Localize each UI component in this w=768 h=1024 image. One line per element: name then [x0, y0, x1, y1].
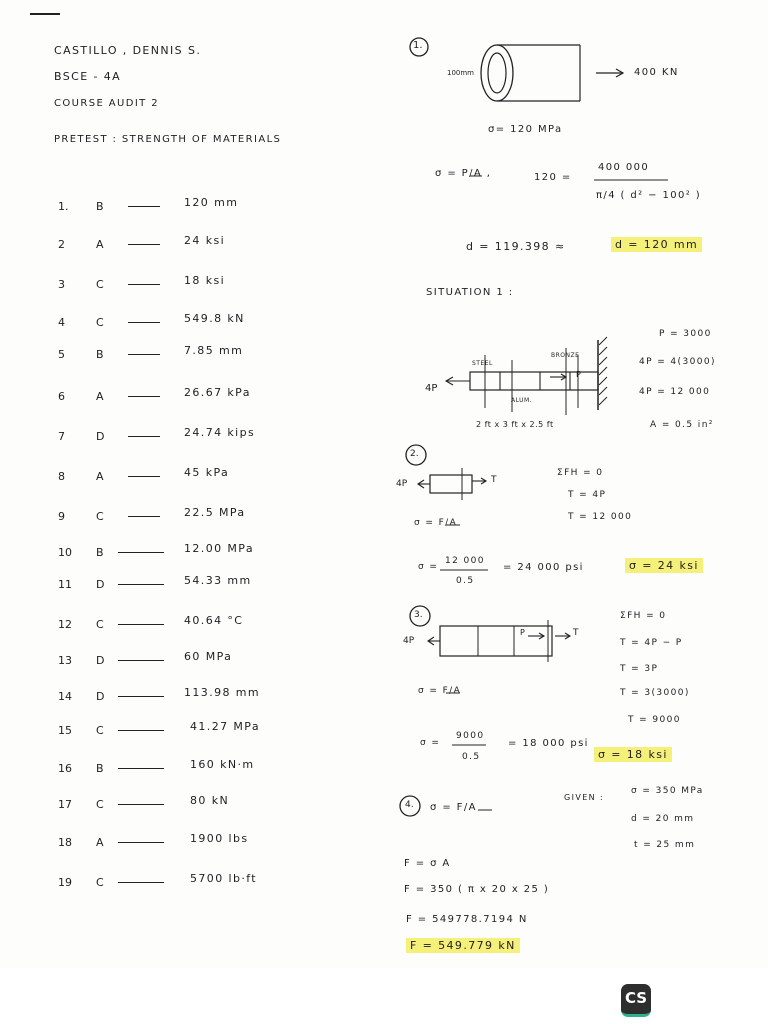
answer-choice: C: [96, 724, 106, 737]
tube-inner-ellipse: [488, 53, 506, 93]
p3-t2: T = 3P: [620, 664, 659, 674]
p1-stress: σ= 120 MPa: [488, 124, 563, 135]
answer-number: 8: [58, 470, 65, 483]
label-alum: ALUM.: [511, 397, 533, 404]
student-name: CASTILLO , DENNIS S.: [54, 44, 202, 57]
answer-value: 45 kPa: [184, 466, 230, 479]
given-p: P = 3000: [659, 329, 712, 339]
answer-choice: A: [96, 238, 105, 251]
answer-number: 11: [58, 578, 72, 591]
answer-choice: A: [96, 390, 105, 403]
p3-t4: T = 9000: [628, 715, 681, 725]
p1-eq-den: π/4 ( d² − 100² ): [596, 190, 702, 201]
answer-value: 60 MPa: [184, 650, 233, 663]
answer-value: 41.27 MPa: [190, 720, 260, 733]
answer-value: 26.67 kPa: [184, 386, 251, 399]
p2-t1: T = 4P: [568, 490, 607, 500]
answer-choice: D: [96, 690, 106, 703]
subject-title: COURSE AUDIT 2: [54, 98, 160, 109]
p3-sum: ΣFH = 0: [620, 611, 667, 621]
p2-calc-den: 0.5: [456, 576, 475, 586]
answer-number: 14: [58, 690, 72, 703]
answer-value: 40.64 °C: [184, 614, 244, 627]
situation-dims: 2 ft x 3 ft x 2.5 ft: [476, 420, 554, 429]
answer-choice: C: [96, 510, 106, 523]
p2-label: 2.: [410, 449, 419, 459]
p3-calc-lhs: σ =: [420, 738, 441, 748]
answer-choice: D: [96, 578, 106, 591]
p4-label: 4.: [405, 800, 414, 810]
given-4p: 4P = 4(3000): [639, 357, 716, 367]
p2-fbd-body: [430, 475, 472, 493]
answer-choice: C: [96, 316, 106, 329]
p4-f2: F = 350 ( π x 20 x 25 ): [404, 884, 550, 895]
answer-number: 5: [58, 348, 65, 361]
answer-choice: A: [96, 836, 105, 849]
answer-number: 12: [58, 618, 72, 631]
answer-choice: B: [96, 348, 105, 361]
p1-load: 400 KN: [634, 67, 679, 78]
camscanner-badge: CS: [621, 984, 651, 1017]
pretest-title: PRETEST : STRENGTH OF MATERIALS: [54, 134, 282, 145]
answer-value: 12.00 MPa: [184, 542, 254, 555]
answer-value: 113.98 mm: [184, 686, 261, 699]
answer-number: 13: [58, 654, 72, 667]
answer-value: 1900 lbs: [190, 832, 249, 845]
answer-choice: C: [96, 618, 106, 631]
p2-calc-lhs: σ =: [418, 562, 439, 572]
answer-number: 19: [58, 876, 72, 889]
situation-load-left: 4P: [425, 383, 438, 394]
answer-number: 15: [58, 724, 72, 737]
p2-result: σ = 24 ksi: [625, 558, 703, 573]
answer-number: 6: [58, 390, 65, 403]
p4-f3: F = 549778.7194 N: [406, 914, 528, 925]
answer-value: 18 ksi: [184, 274, 226, 287]
p3-calc-den: 0.5: [462, 752, 481, 762]
course-section: BSCE - 4A: [54, 70, 122, 83]
answer-choice: C: [96, 798, 106, 811]
p4-given-t: t = 25 mm: [634, 840, 696, 850]
answer-value: 549.8 kN: [184, 312, 245, 325]
p2-t2: T = 12 000: [568, 512, 633, 522]
wall-hatching: [599, 337, 607, 405]
p1-wall-dim: 100mm: [447, 69, 474, 77]
answer-value: 24 ksi: [184, 234, 226, 247]
label-steel: STEEL: [472, 360, 493, 367]
p1-eq-lhs: σ = P/A ,: [435, 168, 492, 179]
answer-value: 120 mm: [184, 196, 239, 209]
answer-choice: D: [96, 430, 106, 443]
p4-given-label: GIVEN :: [564, 793, 605, 802]
answer-value: 22.5 MPa: [184, 506, 246, 519]
answer-number: 1.: [58, 200, 69, 213]
p2-formula: σ = F/A: [414, 518, 458, 528]
p3-load-inner: P: [520, 628, 525, 637]
p4-result: F = 549.779 kN: [406, 938, 520, 953]
answer-number: 4: [58, 316, 65, 329]
p2-calc-num: 12 000: [445, 556, 485, 566]
answer-number: 7: [58, 430, 65, 443]
answer-value: 80 kN: [190, 794, 230, 807]
answer-value: 7.85 mm: [184, 344, 244, 357]
p3-calc-result: = 18 000 psi: [508, 738, 589, 749]
given-4p-total: 4P = 12 000: [639, 387, 711, 397]
answer-value: 24.74 kips: [184, 426, 256, 439]
given-area: A = 0.5 in²: [650, 420, 714, 430]
situation-title: SITUATION 1 :: [426, 287, 514, 298]
answer-number: 9: [58, 510, 65, 523]
p3-t1: T = 4P − P: [620, 638, 683, 648]
answer-value: 5700 lb·ft: [190, 872, 258, 885]
p1-eq-num: 400 000: [598, 162, 650, 173]
p2-load-left: 4P: [396, 479, 408, 489]
p4-f1: F = σ A: [404, 858, 451, 869]
p4-given-d: d = 20 mm: [631, 814, 695, 824]
answer-value: 160 kN·m: [190, 758, 255, 771]
answer-choice: C: [96, 278, 106, 291]
p3-result: σ = 18 ksi: [594, 747, 672, 762]
answer-number: 3: [58, 278, 65, 291]
p3-calc-num: 9000: [456, 731, 485, 741]
p1-label: 1.: [413, 40, 423, 51]
p1-result: d = 120 mm: [611, 237, 702, 252]
answer-choice: D: [96, 654, 106, 667]
answer-choice: B: [96, 200, 105, 213]
p3-load-left: 4P: [403, 636, 415, 646]
answer-number: 16: [58, 762, 72, 775]
answer-number: 17: [58, 798, 72, 811]
p3-fbd-body: [440, 626, 552, 656]
answer-number: 10: [58, 546, 72, 559]
answer-value: 54.33 mm: [184, 574, 252, 587]
p2-calc-result: = 24 000 psi: [503, 562, 584, 573]
p4-formula: σ = F/A: [430, 802, 477, 813]
p4-given-stress: σ = 350 MPa: [631, 786, 704, 796]
answer-choice: A: [96, 470, 105, 483]
p3-label: 3.: [414, 610, 423, 620]
p1-eq-mid: 120 =: [534, 172, 572, 183]
p3-formula: σ = F/A: [418, 686, 462, 696]
answer-choice: C: [96, 876, 106, 889]
answer-choice: B: [96, 762, 105, 775]
p3-load-right: T: [573, 628, 580, 638]
answer-number: 2: [58, 238, 65, 251]
p3-t3: T = 3(3000): [620, 688, 690, 698]
label-bronze: BRONZE: [551, 352, 580, 359]
p1-res-d: d = 119.398 ≈: [466, 240, 566, 253]
situation-load-inner: P: [576, 370, 581, 379]
p2-sum: ΣFH = 0: [557, 468, 604, 478]
answer-number: 18: [58, 836, 72, 849]
answer-choice: B: [96, 546, 105, 559]
p2-load-right: T: [491, 475, 498, 485]
